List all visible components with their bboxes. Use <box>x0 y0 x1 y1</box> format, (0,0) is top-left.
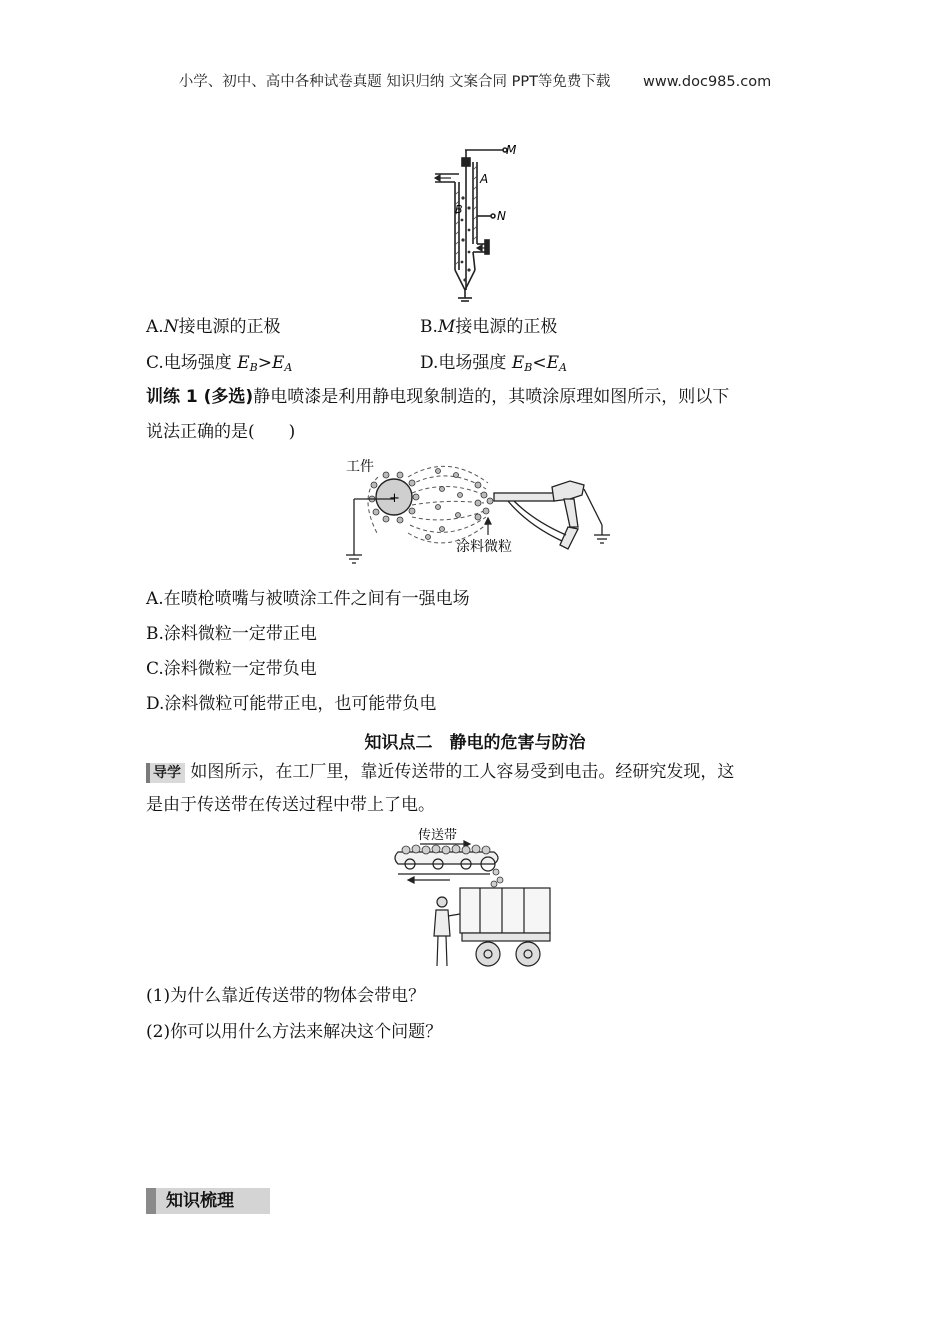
prev-option-a: A.N接电源的正极 <box>146 317 281 337</box>
page-header <box>0 70 950 91</box>
header-site: www.doc985.com <box>643 74 772 90</box>
section-title: 知识点二 静电的危害与防治 <box>364 733 586 753</box>
training1-option-d: D.涂料微粒可能带正电，也可能带负电 <box>146 694 437 714</box>
guide-badge: 导学 <box>146 763 185 783</box>
question-1: (1)为什么靠近传送带的物体会带电？ <box>146 986 426 1006</box>
label-workpiece: 工件 <box>346 459 374 475</box>
training1-line1: 训练 1 (多选)静电喷漆是利用静电现象制造的，其喷涂原理如图所示，则以下 <box>146 387 730 407</box>
training1-option-a: A.在喷枪喷嘴与被喷涂工件之间有一强电场 <box>146 589 470 609</box>
label-m: M <box>506 143 517 157</box>
prev-option-d: D.电场强度 $E_B<E_A$ <box>420 353 567 374</box>
label-b: B <box>455 203 463 216</box>
label-belt: 传送带 <box>418 828 458 843</box>
training1-tag: 训练 1 (多选) <box>146 387 254 407</box>
conveyor-figure <box>390 826 560 971</box>
precipitator-figure <box>425 140 535 305</box>
training1-option-c: C.涂料微粒一定带负电 <box>146 659 317 679</box>
training1-line2: 说法正确的是( ) <box>146 422 296 442</box>
question-2: (2)你可以用什么方法来解决这个问题？ <box>146 1022 443 1042</box>
label-particles: 涂料微粒 <box>456 539 512 555</box>
label-n: N <box>497 209 506 223</box>
workpiece-plus: + <box>389 491 400 506</box>
label-a: A <box>480 172 489 186</box>
prev-option-b: B.M接电源的正极 <box>420 317 558 337</box>
header-text: 小学、初中、高中各种试卷真题 知识归纳 文案合同 PPT等免费下载 <box>178 74 611 90</box>
guide-line2: 是由于传送带在传送过程中带上了电。 <box>146 795 435 815</box>
training1-option-b: B.涂料微粒一定带正电 <box>146 624 317 644</box>
prev-option-c: C.电场强度 $E_B>E_A$ <box>146 353 293 374</box>
guide-line1: 导学 如图所示，在工厂里，靠近传送带的工人容易受到电击。经研究发现，这 <box>146 760 734 784</box>
summary-heading: 知识梳理 <box>146 1188 270 1214</box>
spray-gun-figure <box>338 455 618 577</box>
